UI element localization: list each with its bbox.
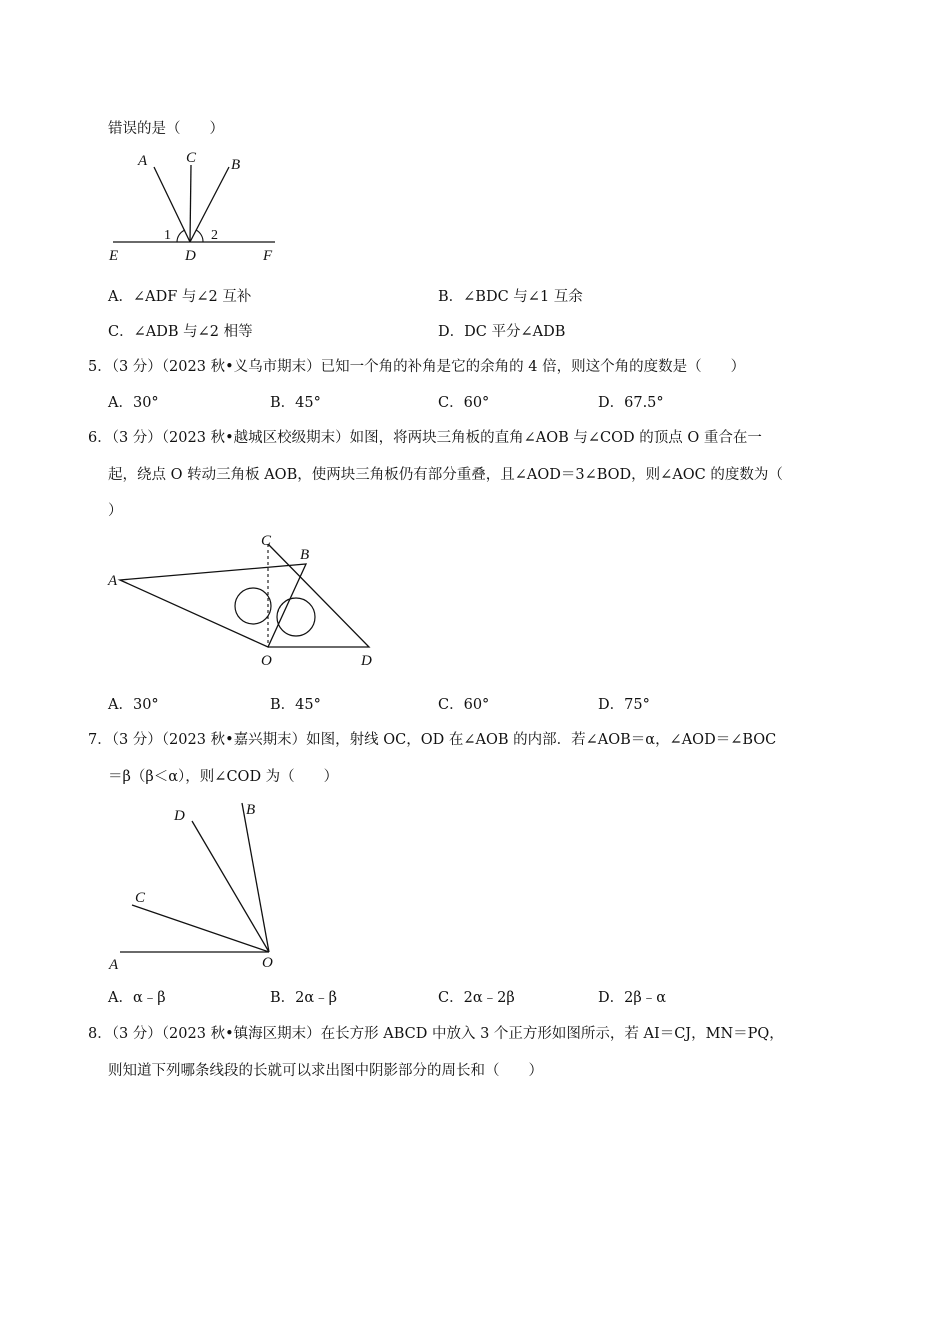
label-a: A <box>109 957 119 973</box>
label-b: B <box>246 802 256 818</box>
label-a: A <box>138 153 148 169</box>
label-2: 2 <box>211 228 218 243</box>
hole-dashed-arc <box>278 598 294 612</box>
q5-option-c[interactable]: C．60° <box>438 395 490 411</box>
q6-line1: 6．（3 分）（2023 秋•越城区校级期末）如图，将两块三角板的直角∠AOB 与∠COD 的顶点 O 重合在一 <box>88 430 762 446</box>
label-o: O <box>262 955 273 971</box>
label-c: C <box>186 150 197 166</box>
q6-line3: ） <box>108 503 123 519</box>
triangle-hole-left <box>235 588 271 624</box>
triangle-aob <box>120 564 306 647</box>
q6-option-b[interactable]: B．45° <box>270 697 321 713</box>
label-c: C <box>135 890 146 906</box>
ray-dc <box>190 165 191 242</box>
label-b: B <box>300 547 310 563</box>
q7-figure <box>104 795 289 980</box>
q5-option-a[interactable]: A．30° <box>108 395 159 411</box>
q7-option-b[interactable]: B．2α﹣β <box>270 990 338 1006</box>
label-b: B <box>231 157 241 173</box>
q7-option-a[interactable]: A．α﹣β <box>108 990 166 1006</box>
q8-line1: 8．（3 分）（2023 秋•镇海区期末）在长方形 ABCD 中放入 3 个正方形如图所示，若 AI＝CJ，MN＝PQ， <box>88 1026 784 1042</box>
label-d: D <box>361 653 372 669</box>
q5-text: 5．（3 分）（2023 秋•义乌市期末）已知一个角的补角是它的余角的 4 倍，则这个角的度数是（ ） <box>88 359 746 375</box>
label-1: 1 <box>164 228 171 243</box>
angle-arc-1 <box>177 230 185 242</box>
label-c: C <box>261 533 272 549</box>
q8-line2: 则知道下列哪条线段的长就可以求出图中阴影部分的周长和（ ） <box>108 1063 543 1079</box>
q6-option-c[interactable]: C．60° <box>438 697 490 713</box>
label-d: D <box>174 808 185 824</box>
q6-option-d[interactable]: D．75° <box>598 697 650 713</box>
label-e: E <box>109 248 119 264</box>
label-d: D <box>185 248 196 264</box>
q5-option-d[interactable]: D．67.5° <box>598 395 664 411</box>
q6-line2: 起，绕点 O 转动三角板 AOB，使两块三角板仍有部分重叠，且∠AOD＝3∠BOD，则∠AOC 的度数为（ <box>108 467 783 483</box>
q7-line2: ＝β（β＜α），则∠COD 为（ ） <box>108 769 339 785</box>
q7-option-d[interactable]: D．2β﹣α <box>598 990 667 1006</box>
q4-option-a[interactable]: A．∠ADF 与∠2 互补 <box>108 289 252 305</box>
q4-figure <box>105 145 290 270</box>
q4-option-c[interactable]: C．∠ADB 与∠2 相等 <box>108 324 253 340</box>
q6-option-a[interactable]: A．30° <box>108 697 159 713</box>
q4-option-b[interactable]: B．∠BDC 与∠1 互余 <box>438 289 583 305</box>
q4-option-d[interactable]: D．DC 平分∠ADB <box>438 324 566 340</box>
ray-oc <box>132 905 269 952</box>
q7-option-c[interactable]: C．2α﹣2β <box>438 990 515 1006</box>
q4-tail: 错误的是（ ） <box>108 121 224 137</box>
label-f: F <box>263 248 273 264</box>
label-o: O <box>261 653 272 669</box>
q5-option-b[interactable]: B．45° <box>270 395 321 411</box>
q7-line1: 7．（3 分）（2023 秋•嘉兴期末）如图，射线 OC，OD 在∠AOB 的内部．若∠AOB＝α，∠AOD＝∠BOC <box>88 732 777 748</box>
ray-db <box>190 167 229 242</box>
q6-figure <box>104 528 384 673</box>
label-a: A <box>108 573 118 589</box>
angle-arc-2 <box>196 230 203 242</box>
